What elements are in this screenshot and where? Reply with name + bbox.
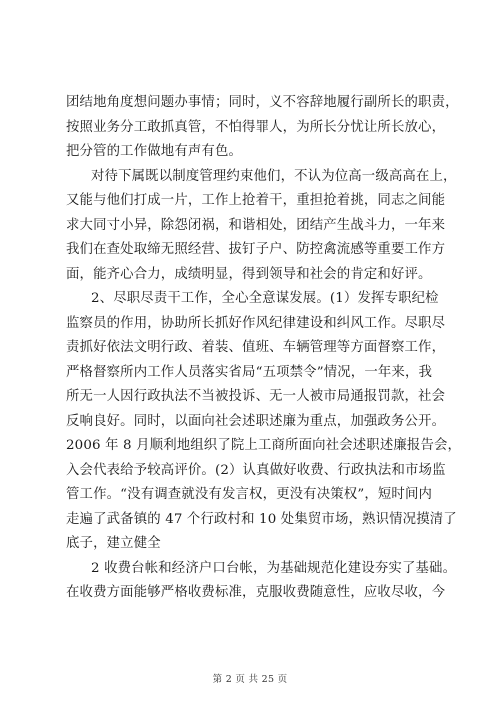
text-line: 2 收费台帐和经济户口台帐，为基础规范化建设夯实了基础。 bbox=[91, 560, 457, 576]
text-line: 严格督察所内工作人员落实省局“五项禁令”情况，一年来，我 bbox=[66, 364, 433, 380]
text-line: 2006 年 8 月顺利地组织了院上工商所面向社会述职述廉报告会， bbox=[66, 438, 462, 453]
text-line: 所无一人因行政执法不当被投诉、无一人被市局通报罚款，社会 bbox=[66, 389, 446, 404]
text-line: 又能与他们打成一片，工作上抢着干，重担抢着挑，同志之间能 bbox=[66, 193, 446, 208]
text-line: 对待下属既以制度管理约束他们，不认为位高一级高高在上， bbox=[91, 168, 457, 184]
text-line: 走遍了武备镇的 47 个行政村和 10 处集贸市场，熟识情况摸清了 bbox=[66, 511, 457, 527]
text-line: 我们在查处取缔无照经营、拔钉子户、防控禽流感等重要工作方 bbox=[66, 242, 446, 257]
text-line: 责抓好依法文明行政、着装、值班、车辆管理等方面督察工作， bbox=[66, 340, 446, 355]
text-line: 求大同寸小异，除怨闭祸，和谐相处，团结产生战斗力，一年来 bbox=[66, 217, 446, 233]
text-line: 反响良好。同时，以面向社会述职述廉为重点，加强政务公开。 bbox=[66, 413, 446, 429]
text-line: 团结地角度想问题办事情；同时，义不容辞地履行副所长的职责， bbox=[66, 95, 459, 110]
text-line: 面，能齐心合力，成绩明显，得到领导和社会的肯定和好评。 bbox=[66, 266, 432, 282]
text-line: 把分管的工作做地有声有色。 bbox=[66, 144, 243, 159]
text-line: 底子，建立健全 bbox=[66, 536, 161, 551]
text-line: 按照业务分工敢抓真管，不怕得罪人，为所长分忧让所长放心， bbox=[66, 119, 446, 135]
text-line: 在收费方面能够严格收费标准，克服收费随意性，应收尽收，今 bbox=[66, 585, 446, 600]
text-line: 管工作。“没有调查就没有发言权，更没有决策权”，短时间内 bbox=[66, 487, 433, 502]
text-line: 2、尽职尽责干工作，全心全意谋发展。(1）发挥专职纪检 bbox=[91, 291, 439, 306]
body-text bbox=[66, 91, 462, 606]
text-line: 监察员的作用，协助所长抓好作风纪律建设和纠风工作。尽职尽 bbox=[66, 315, 446, 331]
text-line: 入会代表给予较高评价。(2）认真做好收费、行政执法和市场监 bbox=[66, 462, 446, 478]
page-footer: 第 2 页 共 25 页 bbox=[212, 674, 288, 685]
